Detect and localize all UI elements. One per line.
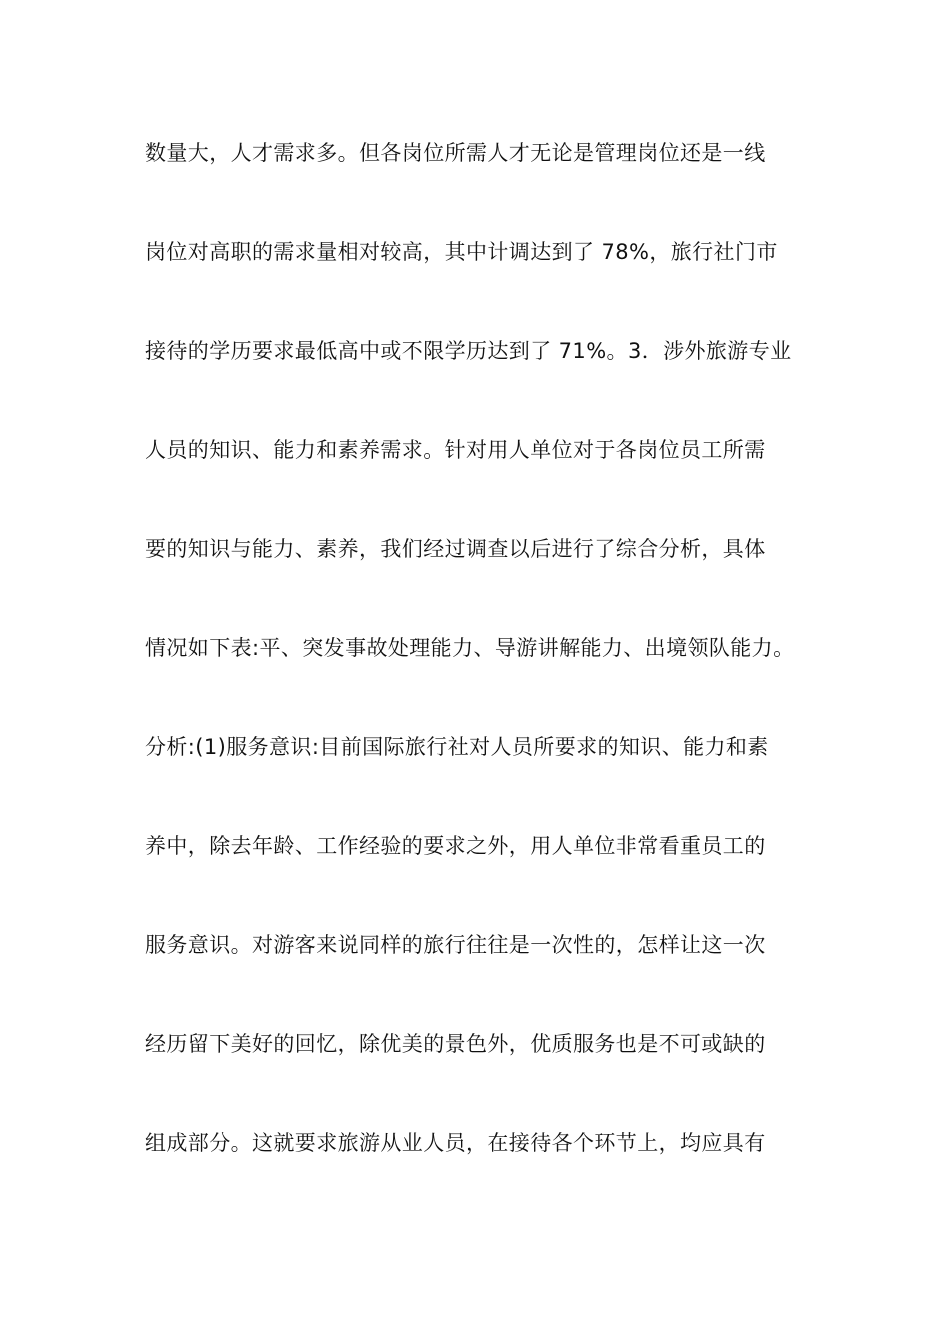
text-line: 要的知识与能力、素养，我们经过调查以后进行了综合分析，具体 bbox=[145, 537, 766, 561]
body-text bbox=[145, 131, 825, 1220]
text-line: 数量大，人才需求多。但各岗位所需人才无论是管理岗位还是一线 bbox=[145, 141, 766, 165]
text-line: 情况如下表:平、突发事故处理能力、导游讲解能力、出境领队能力。 bbox=[145, 636, 795, 660]
text-line: 分析:(1)服务意识:目前国际旅行社对人员所要求的知识、能力和素 bbox=[145, 735, 769, 759]
text-line: 服务意识。对游客来说同样的旅行往往是一次性的，怎样让这一次 bbox=[145, 933, 766, 957]
text-line: 养中，除去年龄、工作经验的要求之外，用人单位非常看重员工的 bbox=[145, 834, 766, 858]
text-line: 经历留下美好的回忆，除优美的景色外，优质服务也是不可或缺的 bbox=[145, 1032, 766, 1056]
text-line: 接待的学历要求最低高中或不限学历达到了 71%。3．涉外旅游专业 bbox=[145, 339, 792, 363]
text-line: 人员的知识、能力和素养需求。针对用人单位对于各岗位员工所需 bbox=[145, 438, 766, 462]
text-line: 岗位对高职的需求量相对较高，其中计调达到了 78%，旅行社门市 bbox=[145, 240, 778, 264]
text-line: 组成部分。这就要求旅游从业人员，在接待各个环节上，均应具有 bbox=[145, 1131, 766, 1155]
